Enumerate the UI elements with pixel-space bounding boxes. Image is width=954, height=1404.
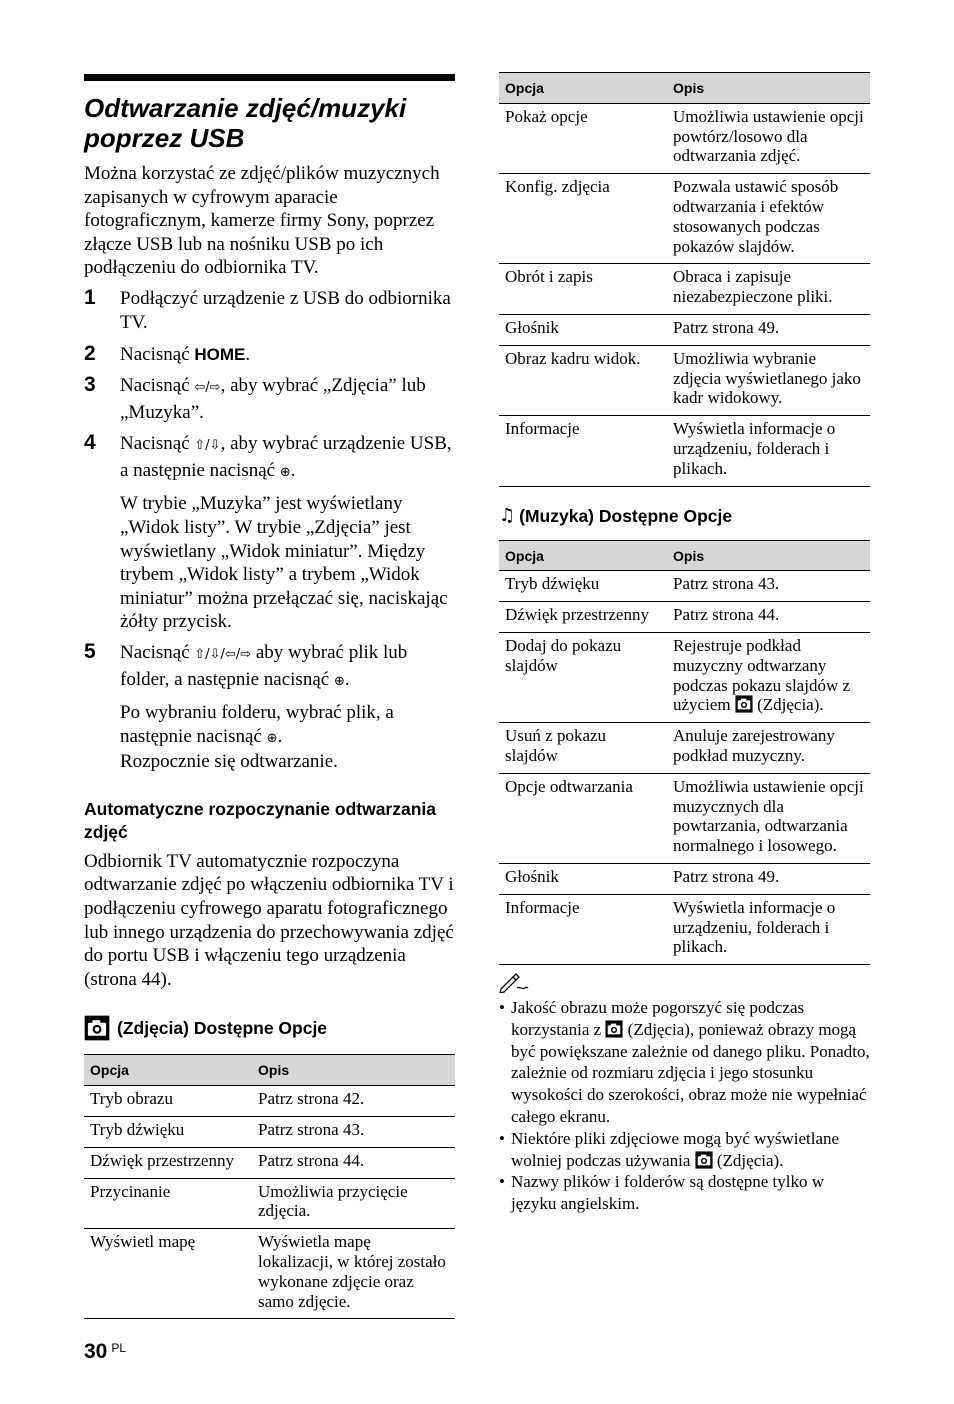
left-column [84,74,455,1319]
step-text: Podłączyć urządzenie z USB do odbiornika TV. [120,287,451,334]
description-cell: Obraca i zapisuje niezabezpieczone pliki. [667,264,870,315]
camera-icon [605,1020,623,1038]
table-row [499,103,870,173]
column-header-description: Opis [667,73,870,104]
four-way-arrow-icon: ⇧/⇩/⇦/⇨ [194,647,252,663]
table-row [84,1147,455,1178]
camera-icon [735,695,753,713]
step-3 [84,374,455,425]
description-cell: Umożliwia przycięcie zdjęcia. [252,1178,455,1229]
table-row [84,1086,455,1117]
option-cell: Opcje odtwarzania [499,773,667,863]
description-part: Rejestruje podkład muzyczny odtwarzany podczas pokazu slajdów z użyciem [673,635,851,715]
option-cell: Tryb obrazu [84,1086,252,1117]
option-cell: Konfig. zdjęcia [499,174,667,264]
step-5 [84,641,455,774]
step-4 [84,432,455,634]
auto-playback-heading: Automatyczne rozpoczynanie odtwarzania zdjęć [84,798,437,842]
step-text [120,343,455,368]
description-cell: Wyświetla informacje o urządzeniu, folderach i plikach. [667,416,870,486]
step-text-part: . [245,343,251,365]
table-row [499,174,870,264]
step-text-part: . [344,668,350,690]
notes-list [499,997,870,1215]
top-rule [84,74,455,81]
music-note-icon: ♫ [499,504,516,526]
list-item [499,1171,870,1215]
up-down-arrow-icon: ⇧/⇩ [194,438,221,454]
step-1 [84,287,455,336]
step-note [120,701,455,774]
description-cell: Patrz strona 49. [667,314,870,345]
memo-pencil-icon [499,971,870,993]
description-cell: Wyświetla mapę lokalizacji, w której zostało wykonane zdjęcie oraz samo zdjęcie. [252,1229,455,1319]
table-row [499,773,870,863]
description-cell: Umożliwia ustawienie opcji muzycznych dla powtarzania, odtwarzania normalnego i losowego. [667,773,870,863]
step-text-part: Nacisnąć [120,375,195,397]
description-cell: Patrz strona 44. [667,602,870,633]
memo-pencil-icon-graphic [499,971,529,993]
music-options-table [499,540,870,966]
photo-options-table-left [84,1054,455,1319]
step-text-part: aby wybrać plik lub folder, a następnie nacisnąć [120,642,408,690]
option-cell: Informacje [499,894,667,964]
option-cell: Głośnik [499,314,667,345]
option-cell: Informacje [499,416,667,486]
list-item [499,1128,870,1172]
table-row [499,416,870,486]
option-cell: Obrót i zapis [499,264,667,315]
camera-icon [695,1151,713,1169]
table-row [499,602,870,633]
column-header-description: Opis [667,540,870,571]
option-cell: Dźwięk przestrzenny [499,602,667,633]
table-row [499,863,870,894]
camera-icon [84,1015,110,1041]
table-row [499,571,870,602]
page-footer [84,1340,126,1364]
table-row [499,264,870,315]
page-number: 30 [84,1340,108,1363]
right-column [499,72,870,1215]
step-note-part: Rozpocznie się odtwarzanie. [120,751,338,773]
step-number: 4 [84,431,96,455]
enter-button-icon: ⊕ [279,464,291,480]
column-header-description: Opis [252,1055,455,1086]
option-cell: Dźwięk przestrzenny [84,1147,252,1178]
option-cell: Głośnik [499,863,667,894]
description-cell: Patrz strona 49. [667,863,870,894]
note-text: (Zdjęcia), ponieważ obrazy mogą być powiększane zależnie od danego pliku. Ponadto, zależnie od rozmiaru zdjęcia i jego stosunku wysokości do szerokości, obraz może nie wypełniać całego ekranu. [511,1019,870,1127]
step-text [120,432,455,485]
music-options-heading-text: (Muzyka) Dostępne Opcje [519,505,733,526]
table-row [84,1229,455,1319]
option-cell: Wyświetl mapę [84,1229,252,1319]
step-text [120,374,455,425]
auto-playback-text: Odbiornik TV automatycznie rozpoczyna odtwarzanie zdjęć po włączeniu odbiornika TV i podłączeniu cyfrowego aparatu fotograficznego lub innego urządzenia do przechowywania zdjęć do portu USB i włączeniu tego urządzenia (strona 44). [84,850,454,990]
column-header-option: Opcja [84,1055,252,1086]
enter-button-icon: ⊕ [266,730,278,746]
note-text: Nazwy plików i folderów są dostępne tylko w języku angielskim. [511,1172,825,1214]
list-item [499,997,870,1128]
step-note: W trybie „Muzyka” jest wyświetlany „Widok listy”. W trybie „Zdjęcia” jest wyświetlany „Widok miniatur”. Między trybem „Widok listy” a trybem „Widok miniatur” można przełączać się, naciskając żółty przycisk. [120,493,448,633]
column-header-option: Opcja [499,540,667,571]
option-cell: Przycinanie [84,1178,252,1229]
option-cell: Tryb dźwięku [84,1116,252,1147]
step-text-part: Nacisnąć [120,433,195,455]
description-cell: Patrz strona 44. [252,1147,455,1178]
step-note-part: Po wybraniu folderu, wybrać plik, a następnie nacisnąć [120,702,394,747]
music-options-heading [499,505,870,527]
photo-options-table-right [499,72,870,487]
table-row [499,345,870,415]
step-number: 3 [84,373,96,397]
table-header-row [84,1055,455,1086]
step-text-part: Nacisnąć [120,343,195,365]
photo-options-heading [84,1015,455,1041]
note-text: (Zdjęcia). [712,1150,784,1170]
description-cell: Anuluje zarejestrowany podkład muzyczny. [667,723,870,774]
description-cell: Patrz strona 42. [252,1086,455,1117]
left-right-arrow-icon: ⇦/⇨ [194,380,221,396]
description-cell: Patrz strona 43. [667,571,870,602]
step-number: 1 [84,285,96,309]
option-cell: Pokaż opcje [499,103,667,173]
option-cell: Dodaj do pokazu slajdów [499,632,667,722]
step-text-part: , aby wybrać urządzenie USB, a następnie nacisnąć [120,433,452,481]
description-part: (Zdjęcia). [752,695,824,715]
table-row [499,894,870,964]
option-cell: Tryb dźwięku [499,571,667,602]
home-key-label: HOME [194,344,246,364]
column-header-option: Opcja [499,73,667,104]
option-cell: Obraz kadru widok. [499,345,667,415]
step-text-part: , aby wybrać „Zdjęcia” lub „Muzyka”. [120,375,426,423]
note-text: Jakość obrazu może pogorszyć się podczas korzystania z [511,998,805,1039]
description-cell: Umożliwia ustawienie opcji powtórz/losowo dla odtwarzania zdjęć. [667,103,870,173]
step-2 [84,343,455,368]
description-cell: Wyświetla informacje o urządzeniu, folderach i plikach. [667,894,870,964]
description-cell: Pozwala ustawić sposób odtwarzania i efektów stosowanych podczas pokazów slajdów. [667,174,870,264]
table-row [84,1178,455,1229]
page-language-code: PL [111,1341,127,1355]
option-cell: Usuń z pokazu slajdów [499,723,667,774]
description-cell: Umożliwia wybranie zdjęcia wyświetlanego jako kadr widokowy. [667,345,870,415]
step-text [120,641,455,694]
description-cell [667,632,870,722]
table-row [499,314,870,345]
table-header-row [499,540,870,571]
step-text-part: . [290,459,296,481]
page-title: Odtwarzanie zdjęć/muzyki poprzez USB [84,93,407,153]
step-text-part: Nacisnąć [120,642,195,664]
step-note-part: . [277,725,283,747]
step-number: 2 [84,341,96,365]
table-header-row [499,73,870,104]
description-cell: Patrz strona 43. [252,1116,455,1147]
enter-button-icon: ⊕ [333,673,345,689]
table-row [84,1116,455,1147]
intro-paragraph: Można korzystać ze zdjęć/plików muzycznych zapisanych w cyfrowym aparacie fotograficznym, kamerze firmy Sony, poprzez złącze USB lub na nośniku USB po ich podłączeniu do odbiornika TV. [84,163,440,279]
photo-options-heading-text: (Zdjęcia) Dostępne Opcje [117,1018,328,1039]
table-row [499,632,870,722]
table-row [499,723,870,774]
note-text: Niektóre pliki zdjęciowe mogą być wyświetlane wolniej podczas używania [511,1128,840,1170]
step-number: 5 [84,640,96,664]
